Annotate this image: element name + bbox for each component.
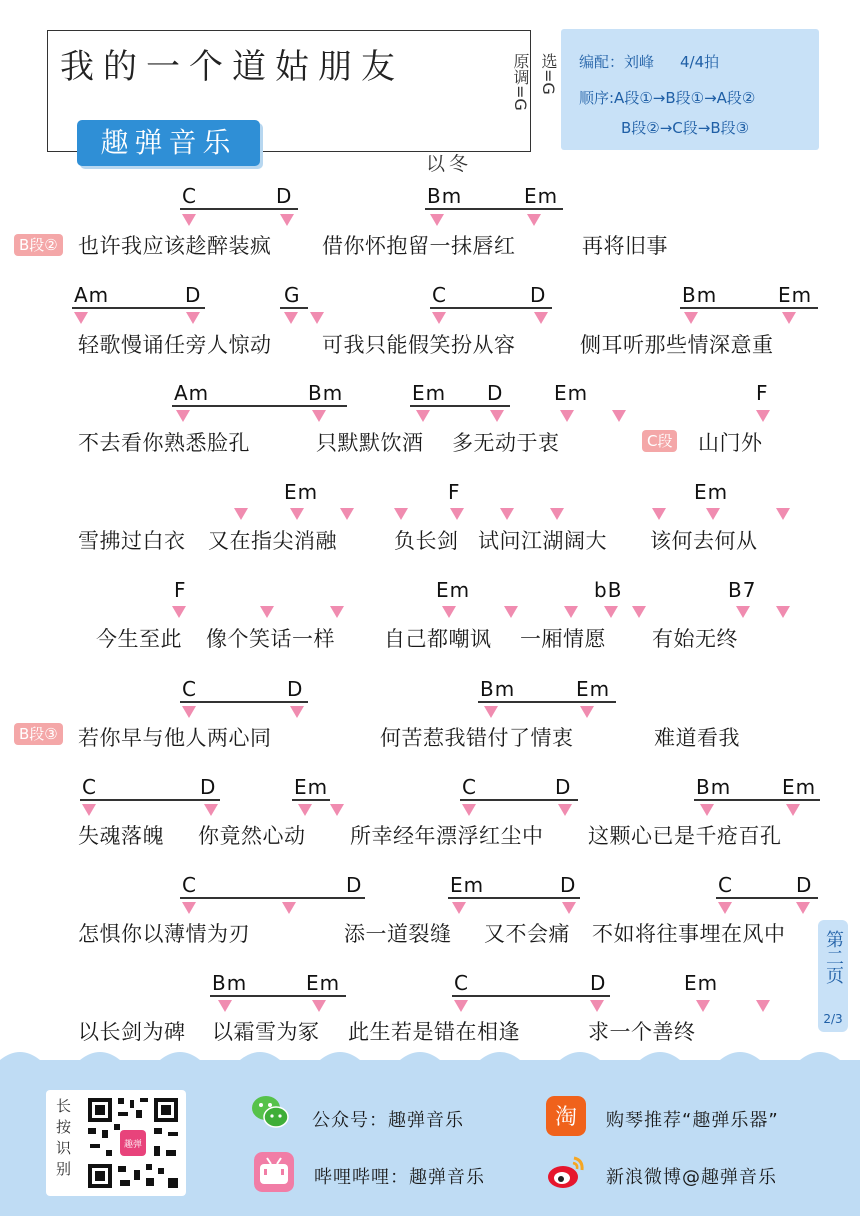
beat-marker — [782, 312, 796, 324]
lyric-phrase: 再将旧事 — [582, 234, 668, 258]
chord: Em — [576, 677, 611, 701]
lyric-phrase: 不如将往事埋在风中 — [592, 922, 786, 946]
lyric-phrase: 一厢情愿 — [520, 627, 606, 651]
chord: D — [796, 873, 813, 897]
chord: Em — [412, 381, 447, 405]
beat-marker — [442, 606, 456, 618]
lyric-phrase: 侧耳听那些情深意重 — [580, 333, 774, 357]
chord: Bm — [212, 971, 248, 995]
chord-underline — [425, 208, 563, 210]
chord: C — [432, 283, 447, 307]
chord: C — [454, 971, 469, 995]
chord: F — [174, 578, 187, 602]
page-indicator — [818, 920, 848, 1032]
brand-badge: 趣弹音乐 — [77, 120, 260, 166]
chord: C — [182, 873, 197, 897]
chord: Em — [782, 775, 817, 799]
chord: Em — [524, 184, 559, 208]
chord-underline — [680, 307, 818, 309]
chord: Em — [694, 480, 729, 504]
chord-underline — [280, 307, 308, 309]
lyric-phrase: 所幸经年漂浮红尘中 — [350, 824, 544, 848]
chord: Em — [284, 480, 319, 504]
weibo-account[interactable]: 新浪微博@趣弹音乐 — [606, 1167, 777, 1188]
chord: C — [718, 873, 733, 897]
taobao-recommend[interactable]: 购琴推荐“趣弹乐器” — [606, 1110, 779, 1131]
beat-marker — [430, 214, 444, 226]
chord: Em — [294, 775, 329, 799]
lyric-phrase: 难道看我 — [654, 726, 740, 750]
beat-marker — [558, 804, 572, 816]
page-number: 2/3 — [823, 1012, 843, 1026]
chord: Em — [778, 283, 813, 307]
order-line-2: B段②→C段→B段③ — [621, 119, 750, 137]
qr-code-icon[interactable] — [84, 1094, 182, 1192]
chord: Bm — [427, 184, 463, 208]
lyric-phrase: 该何去何从 — [650, 529, 758, 553]
lyric-phrase: 像个笑话一样 — [206, 627, 335, 651]
lyric-phrase: 山门外 — [698, 431, 763, 455]
page-label: 第二页 — [823, 930, 844, 984]
chord-underline — [72, 307, 205, 309]
beat-marker — [612, 410, 626, 422]
lyric-phrase: 这颗心已是千疮百孔 — [588, 824, 782, 848]
chord: C — [462, 775, 477, 799]
chord-underline — [448, 897, 580, 899]
chord: Em — [450, 873, 485, 897]
key-original: 原调=G — [511, 53, 530, 111]
lyric-phrase: 也许我应该趁醉装疯 — [78, 234, 272, 258]
beat-marker — [234, 508, 248, 520]
beat-marker — [394, 508, 408, 520]
lyric-phrase: 若你早与他人两心同 — [78, 726, 272, 750]
arranger-label: 编配：刘峰 — [579, 53, 655, 71]
beat-marker — [454, 1000, 468, 1012]
beat-marker — [564, 606, 578, 618]
chord: Bm — [682, 283, 718, 307]
chord: Bm — [696, 775, 732, 799]
beat-marker — [290, 706, 304, 718]
time-signature: 4/4拍 — [680, 53, 720, 71]
chord: D — [530, 283, 547, 307]
lyric-phrase: 多无动于衷 — [452, 431, 560, 455]
beat-marker — [706, 508, 720, 520]
artist-name: 以冬 — [426, 153, 473, 175]
chord-underline — [292, 799, 330, 801]
beat-marker — [718, 902, 732, 914]
chord: Bm — [308, 381, 344, 405]
chord: F — [448, 480, 461, 504]
chord-underline — [452, 995, 610, 997]
beat-marker — [312, 1000, 326, 1012]
chord: D — [276, 184, 293, 208]
chord: Am — [174, 381, 210, 405]
section-tag-b2: B段② — [14, 234, 63, 256]
beat-marker — [590, 1000, 604, 1012]
beat-marker — [490, 410, 504, 422]
chord: C — [82, 775, 97, 799]
chord: Am — [74, 283, 110, 307]
chord: Em — [554, 381, 589, 405]
section-tag-c: C段 — [642, 430, 677, 452]
lyric-phrase: 求一个善终 — [588, 1020, 696, 1044]
lyric-phrase: 负长剑 — [394, 529, 459, 553]
chord-underline — [172, 405, 347, 407]
chord-underline — [430, 307, 552, 309]
chord-underline — [694, 799, 820, 801]
beat-marker — [282, 902, 296, 914]
beat-marker — [560, 410, 574, 422]
chord: D — [287, 677, 304, 701]
qr-label: 长按识别 — [54, 1098, 72, 1182]
chord-underline — [716, 897, 818, 899]
song-title: 我的一个道姑朋友 — [60, 47, 404, 87]
chord-underline — [210, 995, 346, 997]
lyric-phrase: 试问江湖阔大 — [478, 529, 607, 553]
beat-marker — [340, 508, 354, 520]
beat-marker — [604, 606, 618, 618]
chord: Em — [306, 971, 341, 995]
beat-marker — [776, 606, 790, 618]
beat-marker — [580, 706, 594, 718]
chord: D — [555, 775, 572, 799]
beat-marker — [452, 902, 466, 914]
qr-center-label: 趣弹 — [123, 1140, 143, 1150]
lyric-phrase: 自己都嘲讽 — [384, 627, 492, 651]
order-line-1: 顺序:A段①→B段①→A段② — [579, 89, 756, 107]
beat-marker — [500, 508, 514, 520]
beat-marker — [290, 508, 304, 520]
beat-marker — [527, 214, 541, 226]
chord-underline — [80, 799, 220, 801]
chord-underline — [180, 208, 298, 210]
lyric-phrase: 又不会痛 — [484, 922, 570, 946]
lyric-phrase: 有始无终 — [652, 627, 738, 651]
lyric-phrase: 怎惧你以薄情为刃 — [78, 922, 250, 946]
beat-marker — [786, 804, 800, 816]
chord: C — [182, 677, 197, 701]
qr-card[interactable] — [46, 1090, 186, 1196]
chord-underline — [180, 897, 365, 899]
wechat-icon[interactable] — [250, 1092, 290, 1132]
chord: B7 — [728, 578, 757, 602]
beat-marker — [550, 508, 564, 520]
beat-marker — [176, 410, 190, 422]
chord-underline — [410, 405, 510, 407]
chord-underline — [460, 799, 578, 801]
taobao-icon[interactable] — [546, 1096, 586, 1136]
beat-marker — [684, 312, 698, 324]
lyric-phrase: 今生至此 — [96, 627, 182, 651]
bilibili-account[interactable]: 哔哩哔哩：趣弹音乐 — [314, 1167, 485, 1188]
lyric-phrase: 可我只能假笑扮从容 — [322, 333, 516, 357]
lyric-phrase: 失魂落魄 — [78, 824, 164, 848]
beat-marker — [182, 214, 196, 226]
beat-marker — [796, 902, 810, 914]
beat-marker — [756, 1000, 770, 1012]
chord: D — [560, 873, 577, 897]
beat-marker — [204, 804, 218, 816]
weibo-icon[interactable] — [546, 1152, 586, 1192]
chord: D — [346, 873, 363, 897]
beat-marker — [776, 508, 790, 520]
beat-marker — [504, 606, 518, 618]
key-selected: 选=G — [539, 53, 558, 95]
section-tag-b3: B段③ — [14, 723, 63, 745]
chord: D — [185, 283, 202, 307]
beat-marker — [260, 606, 274, 618]
chord: D — [487, 381, 504, 405]
lyric-phrase: 以长剑为碑 — [78, 1020, 186, 1044]
lyric-phrase: 你竟然心动 — [198, 824, 306, 848]
beat-marker — [484, 706, 498, 718]
beat-marker — [172, 606, 186, 618]
beat-marker — [562, 902, 576, 914]
beat-marker — [632, 606, 646, 618]
beat-marker — [298, 804, 312, 816]
lyric-phrase: 借你怀抱留一抹唇红 — [322, 234, 516, 258]
beat-marker — [652, 508, 666, 520]
beat-marker — [186, 312, 200, 324]
beat-marker — [330, 606, 344, 618]
lyric-phrase: 轻歌慢诵任旁人惊动 — [78, 333, 272, 357]
beat-marker — [182, 902, 196, 914]
beat-marker — [534, 312, 548, 324]
bilibili-icon[interactable] — [254, 1152, 294, 1192]
beat-marker — [756, 410, 770, 422]
chord-underline — [478, 701, 616, 703]
lyric-phrase: 以霜雪为冢 — [212, 1020, 320, 1044]
beat-marker — [416, 410, 430, 422]
beat-marker — [280, 214, 294, 226]
beat-marker — [312, 410, 326, 422]
chord: C — [182, 184, 197, 208]
chord: G — [284, 283, 301, 307]
svg-text:淘: 淘 — [554, 1105, 578, 1130]
beat-marker — [696, 1000, 710, 1012]
beat-marker — [82, 804, 96, 816]
lyric-phrase: 只默默饮酒 — [316, 431, 424, 455]
chord: D — [200, 775, 217, 799]
chord: bB — [594, 578, 623, 602]
chord: D — [590, 971, 607, 995]
chord: F — [756, 381, 769, 405]
beat-marker — [218, 1000, 232, 1012]
beat-marker — [284, 312, 298, 324]
beat-marker — [330, 804, 344, 816]
lyric-phrase: 此生若是错在相逢 — [348, 1020, 520, 1044]
beat-marker — [310, 312, 324, 324]
chord: Bm — [480, 677, 516, 701]
chord: Em — [436, 578, 471, 602]
chord-underline — [180, 701, 308, 703]
lyric-phrase: 又在指尖消融 — [208, 529, 337, 553]
wechat-account[interactable]: 公众号：趣弹音乐 — [312, 1110, 464, 1131]
beat-marker — [462, 804, 476, 816]
beat-marker — [74, 312, 88, 324]
beat-marker — [450, 508, 464, 520]
lyric-phrase: 添一道裂缝 — [344, 922, 452, 946]
beat-marker — [182, 706, 196, 718]
beat-marker — [736, 606, 750, 618]
beat-marker — [432, 312, 446, 324]
lyric-phrase: 何苦惹我错付了情衷 — [380, 726, 574, 750]
beat-marker — [700, 804, 714, 816]
chord: Em — [684, 971, 719, 995]
lyric-phrase: 雪拂过白衣 — [78, 529, 186, 553]
lyric-phrase: 不去看你熟悉脸孔 — [78, 431, 250, 455]
